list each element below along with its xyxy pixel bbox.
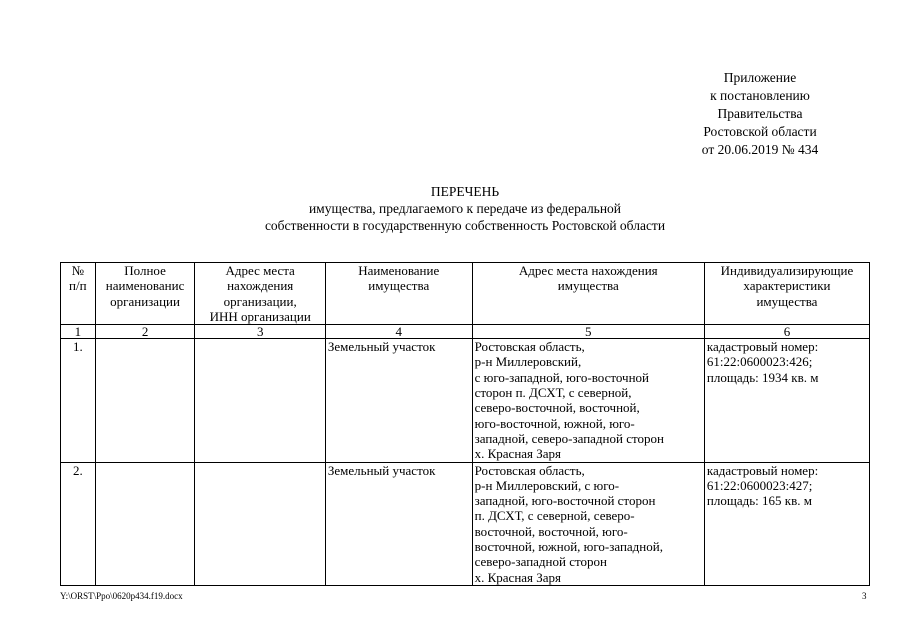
header-line: п/п <box>69 278 87 294</box>
header-line: Наименование <box>358 263 440 278</box>
address-line: юго-восточной, южной, юго- <box>474 415 635 431</box>
address-line: восточной, южной, юго-западной, <box>474 539 663 555</box>
header-org-address <box>195 263 325 325</box>
header-line: имущества <box>368 278 430 294</box>
column-number-row <box>61 325 870 339</box>
header-number <box>61 263 96 325</box>
address-line: сторон п. ДСХТ, с северной, <box>474 385 632 401</box>
address-line: восточной, восточной, юго- <box>474 523 628 539</box>
characteristic-line: площадь: 165 кв. м <box>706 493 812 509</box>
characteristic-line: кадастровый номер: <box>706 462 819 478</box>
header-line: организации <box>110 293 180 309</box>
property-name-cell: Земельный участок <box>325 462 472 585</box>
column-number: 5 <box>472 325 704 339</box>
address-line: северо-западной сторон <box>474 554 607 570</box>
table-header-row <box>61 263 870 325</box>
characteristic-line: площадь: 1934 кв. м <box>706 369 819 385</box>
document-title <box>150 183 780 234</box>
header-property-name <box>325 263 472 325</box>
table-row <box>61 339 870 462</box>
address-line: западной, северо-западной сторон <box>474 430 664 446</box>
characteristics-cell <box>704 462 869 585</box>
column-number: 1 <box>61 325 96 339</box>
column-number: 3 <box>195 325 325 339</box>
appendix-date-line: от 20.06.2019 № 434 <box>701 142 819 157</box>
column-number: 2 <box>95 325 195 339</box>
address-line: Ростовская область, <box>474 339 585 355</box>
org-address-cell <box>195 339 325 462</box>
header-org-name <box>95 263 195 325</box>
header-line: Индивидуализирующие <box>720 263 854 278</box>
header-line: имущества <box>756 293 818 309</box>
org-name-cell <box>95 462 195 585</box>
header-line: № <box>71 263 85 278</box>
header-line: Адрес места <box>225 263 295 278</box>
column-number: 4 <box>325 325 472 339</box>
address-line: западной, юго-восточной сторон <box>474 493 656 509</box>
table-row <box>61 462 870 585</box>
column-number: 6 <box>704 325 869 339</box>
characteristic-line: 61:22:0600023:426; <box>706 354 813 370</box>
appendix-block <box>640 69 880 159</box>
org-address-cell <box>195 462 325 585</box>
address-line: п. ДСХТ, с северной, северо- <box>474 508 635 524</box>
appendix-line: к постановлению <box>710 88 810 103</box>
characteristic-line: кадастровый номер: <box>706 339 819 355</box>
title-line-1: имущества, предлагаемого к передаче из федеральной <box>308 201 622 216</box>
appendix-line: Правительства <box>717 106 803 121</box>
org-name-cell <box>95 339 195 462</box>
header-property-address <box>472 263 704 325</box>
table-body <box>61 339 870 586</box>
property-address-cell <box>472 462 704 585</box>
row-number: 2. <box>61 462 96 585</box>
header-line: наименованис <box>105 278 185 294</box>
appendix-line: Приложение <box>723 70 797 85</box>
row-number: 1. <box>61 339 96 462</box>
address-line: северо-восточной, восточной, <box>474 400 640 416</box>
property-name-cell: Земельный участок <box>325 339 472 462</box>
footer-file-path: Y:\ORST\Ppo\0620p434.f19.docx <box>60 591 183 601</box>
address-line: с юго-западной, юго-восточной <box>474 369 649 385</box>
header-line: организации, <box>223 293 297 309</box>
footer-page-number: 3 <box>862 591 867 601</box>
title-line-2: собственности в государственную собственность Ростовской области <box>264 218 666 233</box>
address-line: х. Красная Заря <box>474 569 562 585</box>
address-line: Ростовская область, <box>474 462 585 478</box>
characteristics-cell <box>704 339 869 462</box>
property-table <box>60 262 870 586</box>
header-line: характеристики <box>743 278 831 294</box>
property-address-cell <box>472 339 704 462</box>
address-line: х. Красная Заря <box>474 446 562 462</box>
header-line: нахождения <box>227 278 294 294</box>
appendix-line: Ростовской области <box>703 124 817 139</box>
header-line: Полное <box>124 263 166 278</box>
characteristic-line: 61:22:0600023:427; <box>706 477 813 493</box>
header-characteristics <box>704 263 869 325</box>
header-line: ИНН организации <box>209 308 311 324</box>
address-line: р-н Миллеровский, с юго- <box>474 477 620 493</box>
header-line: Адрес места нахождения <box>518 263 658 278</box>
title-heading: ПЕРЕЧЕНЬ <box>430 184 500 199</box>
address-line: р-н Миллеровский, <box>474 354 582 370</box>
header-line: имущества <box>557 278 619 294</box>
